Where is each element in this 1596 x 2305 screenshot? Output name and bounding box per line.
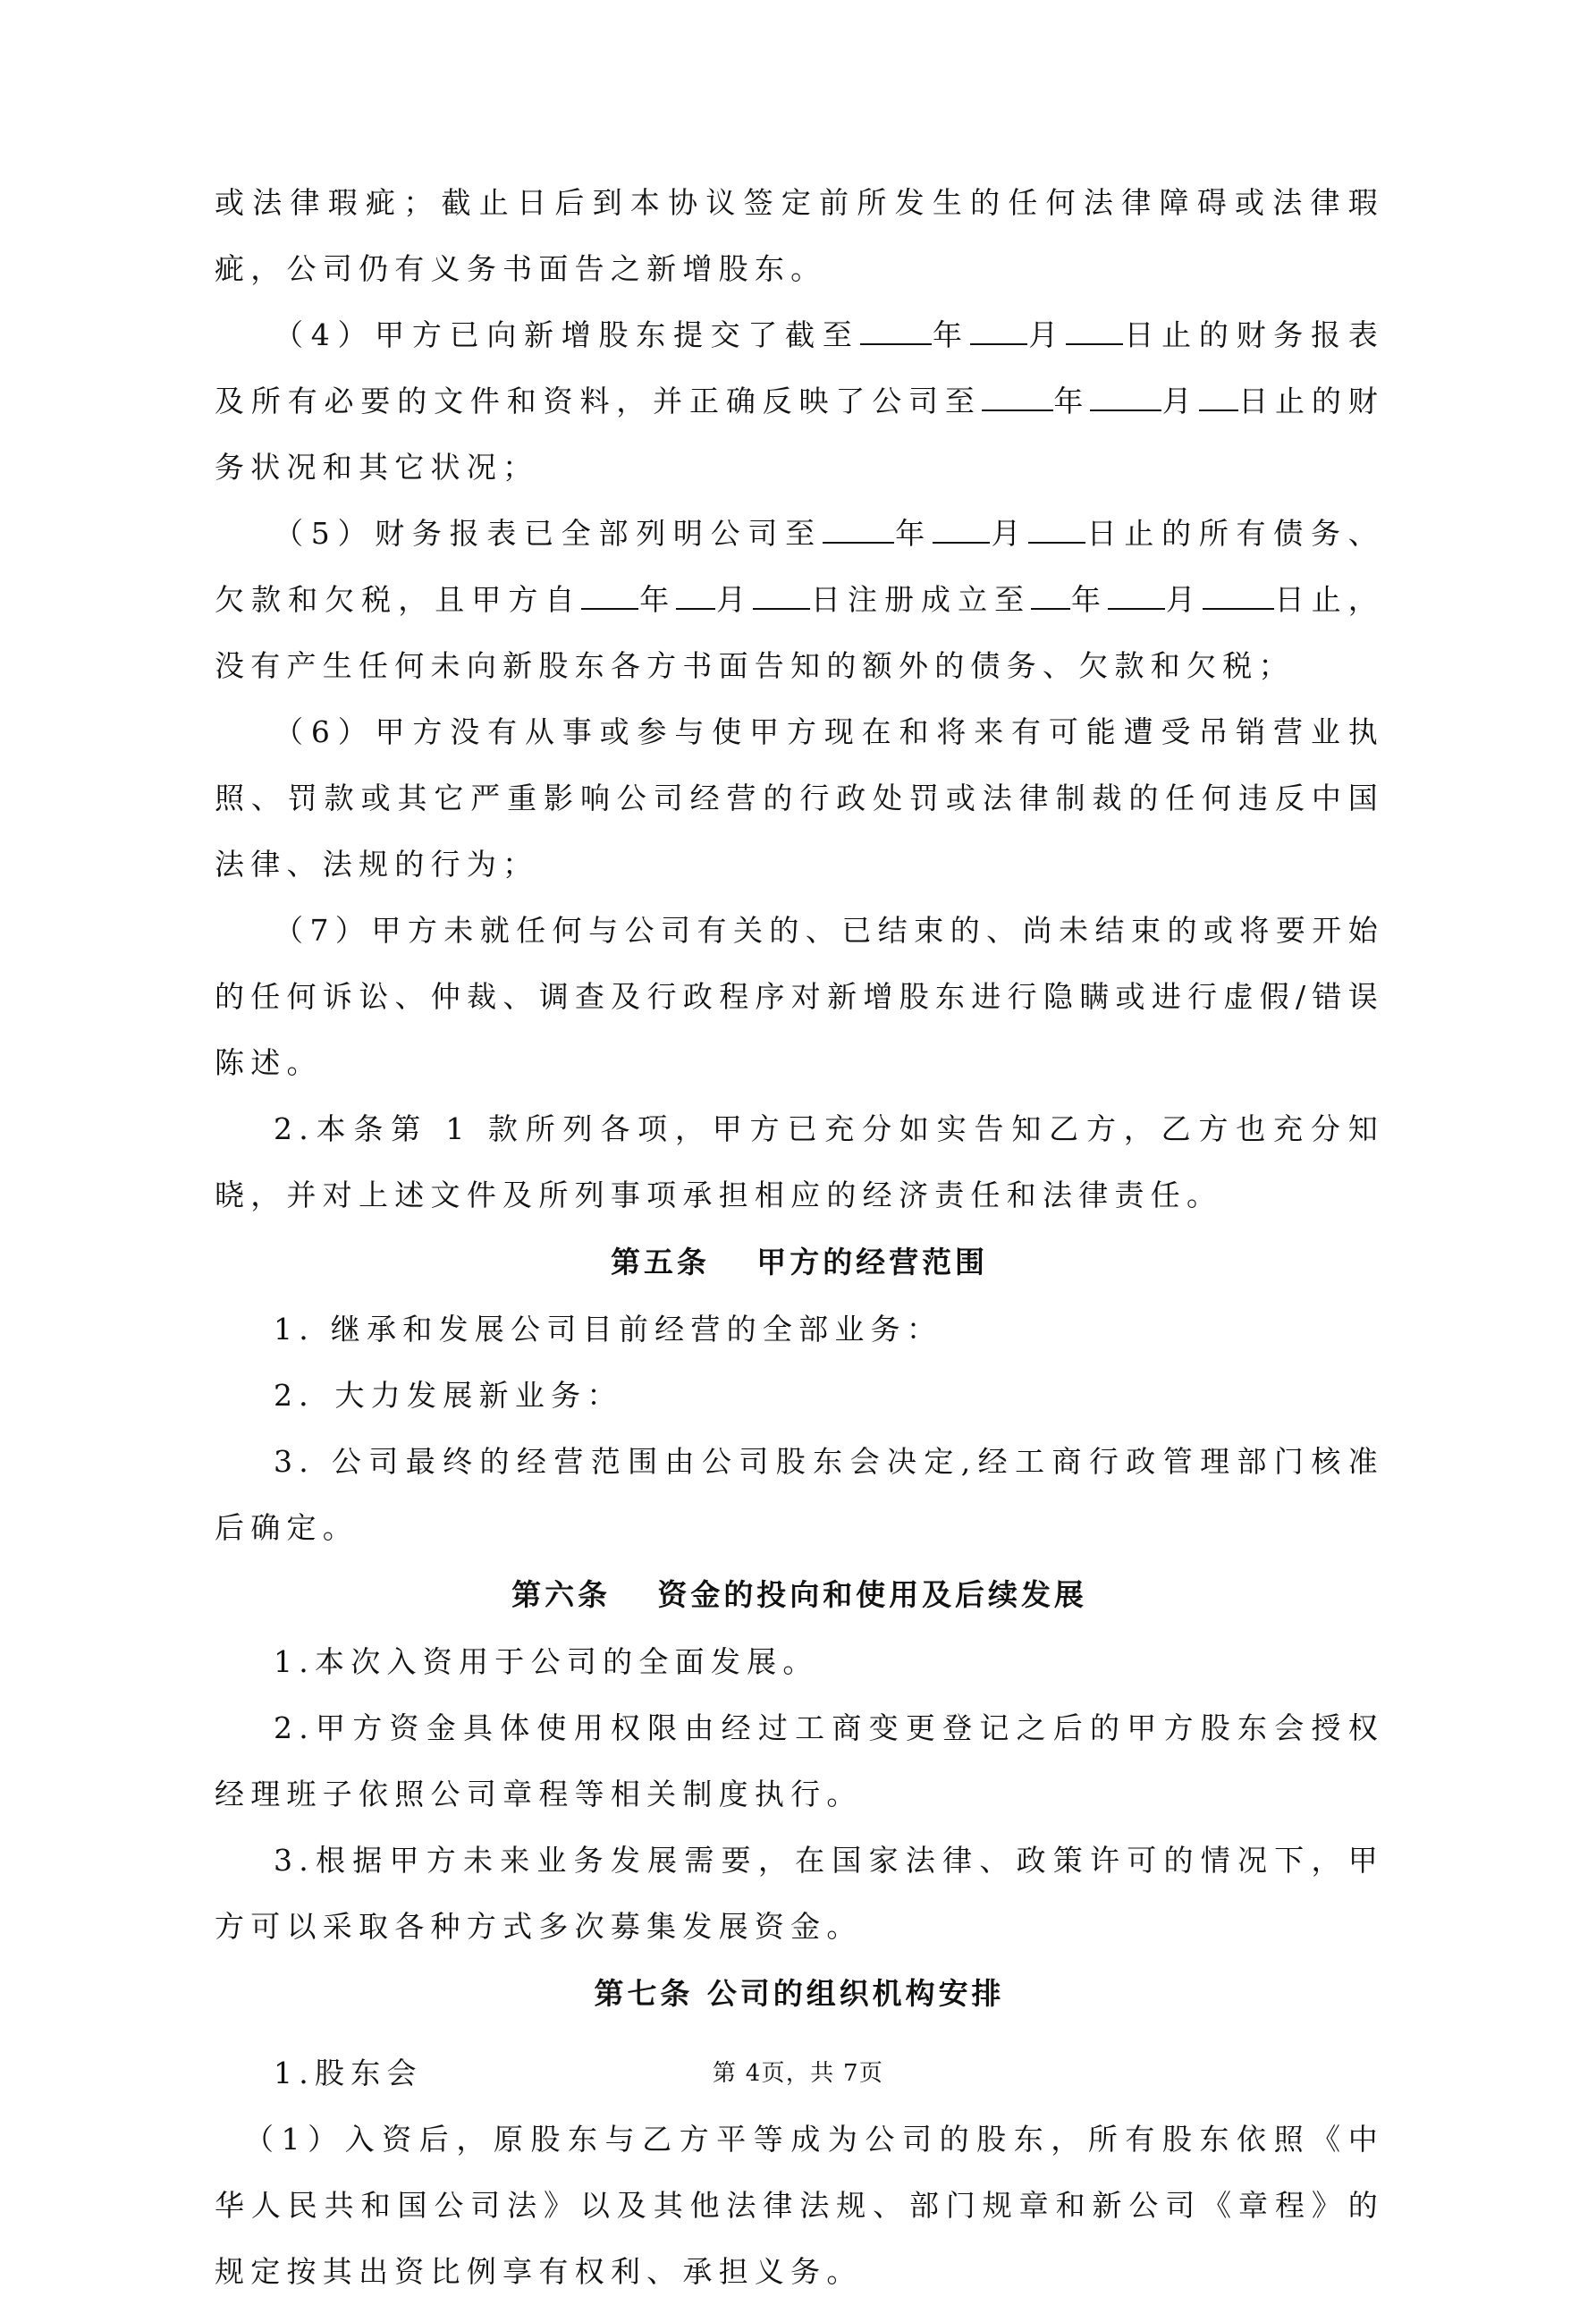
article-5-item-3: 3. 公司最终的经营范围由公司股东会决定,经工商行政管理部门核准后确定。 [215, 1444, 1384, 1545]
article-6-item-3: 3.根据甲方未来业务发展需要，在国家法律、政策许可的情况下，甲方可以采取各种方式多次募集发展资金。 [215, 1843, 1384, 1944]
blank-year [1031, 581, 1070, 610]
article-6-item-1: 1.本次入资用于公司的全面发展。 [274, 1644, 819, 1679]
blank-month [933, 515, 990, 544]
blank-day [753, 581, 810, 610]
article-6-heading: 第六条 资金的投向和使用及后续发展 [511, 1577, 1087, 1612]
article-6-item-2: 2.甲方资金具体使用权限由经过工商变更登记之后的甲方股东会授权经理班子依照公司章程等相关制度执行。 [215, 1710, 1384, 1811]
blank-month [970, 317, 1027, 345]
blank-day [1199, 383, 1238, 411]
paragraph-continued: 或法律瑕疵；截止日后到本协议签定前所发生的任何法律障碍或法律瑕疵，公司仍有义务书面告之新增股东。 [215, 185, 1384, 286]
article-5-heading: 第五条 甲方的经营范围 [610, 1245, 988, 1279]
blank-day [1203, 581, 1274, 610]
blank-year [823, 515, 894, 544]
blank-day [1028, 515, 1085, 544]
paragraph-item-4: （4）甲方已向新增股东提交了截至 年 月 日止的财务报表及所有必要的文件和资料，并正确反映了公司至 年 月 日止的财务状况和其它状况； [215, 317, 1385, 485]
article-5-item-1: 1. 继承和发展公司目前经营的全部业务： [274, 1312, 943, 1347]
blank-year [581, 581, 638, 610]
blank-year [860, 317, 932, 345]
article-7-heading: 第七条 公司的组织机构安排 [594, 1976, 1005, 2011]
blank-month [1108, 581, 1165, 610]
blank-day [1066, 317, 1123, 345]
paragraph-item-7: （7）甲方未就任何与公司有关的、已结束的、尚未结束的或将要开始的任何诉讼、仲裁、调查及行政程序对新增股东进行隐瞒或进行虚假/错误陈述。 [215, 913, 1384, 1080]
blank-year [982, 383, 1053, 411]
article-5-item-2: 2．大力发展新业务： [274, 1378, 623, 1413]
paragraph-item-6: （6）甲方没有从事或参与使甲方现在和将来有可能遭受吊销营业执照、罚款或其它严重影响公司经营的行政处罚或法律制裁的任何违反中国法律、法规的行为； [215, 714, 1384, 882]
document-page [215, 170, 1384, 2305]
article-7-paragraph-1: （1）入资后，原股东与乙方平等成为公司的股东，所有股东依照《中华人民共和国公司法》以及其他法律法规、部门规章和新公司《章程》的规定按其出资比例享有权利、承担义务。 [215, 2122, 1384, 2289]
article-7-subheading: 1.股东会 [274, 2056, 423, 2090]
spacer [215, 2028, 1384, 2040]
blank-month [1090, 383, 1161, 411]
paragraph-item-5: （5）财务报表已全部列明公司至 年 月 日止的所有债务、欠款和欠税，且甲方自 年 月 日注册成立至 年 月 日止，没有产生任何未向新股东各方书面告知的额外的债务、欠款和欠税； [215, 516, 1385, 683]
paragraph-clause-2: 2.本条第 1 款所列各项，甲方已充分如实告知乙方，乙方也充分知晓，并对上述文件及所列事项承担相应的经济责任和法律责任。 [215, 1111, 1384, 1212]
page-footer: 第 4页，共 7页 [712, 2060, 884, 2087]
blank-month [676, 581, 715, 610]
